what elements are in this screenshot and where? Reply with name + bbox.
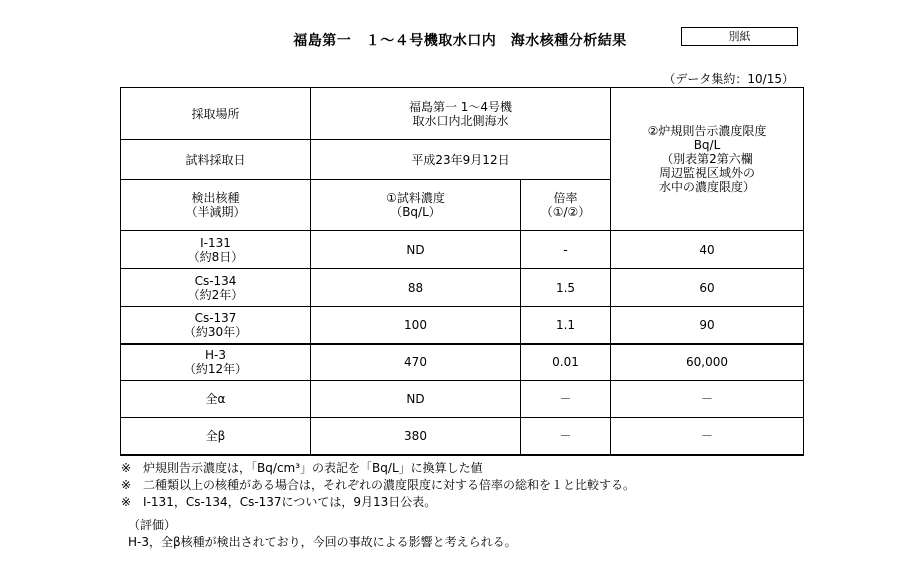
concentration-header (311, 180, 521, 231)
location-value-line2: 取水口内北側海水 (412, 113, 509, 128)
location-value (311, 88, 611, 140)
nuclide-header-line2: （半減期） (185, 205, 246, 219)
concentration-cell: 88 (311, 269, 521, 307)
limit-header-line: ②炉規則告示濃度限度 (647, 124, 767, 138)
nuclide-name: Cs-137 (194, 310, 237, 325)
concentration-cell: 380 (311, 418, 521, 455)
nuclide-half-life: （約8日） (187, 249, 244, 264)
concentration-cell: 470 (311, 344, 521, 381)
nuclide-name: Cs-134 (194, 273, 237, 288)
table-row (121, 269, 804, 307)
nuclide-half-life: （約2年） (187, 287, 244, 302)
ratio-header (521, 180, 611, 231)
nuclide-name: H-3 (205, 348, 226, 363)
concentration-header-line2: （Bq/L） (390, 205, 441, 219)
nuclide-cell (121, 344, 311, 381)
footnote: ※ 二種類以上の核種がある場合は，それぞれの濃度限度に対する倍率の総和を１と比較する。 (121, 478, 636, 492)
nuclide-cell: 全β (121, 418, 311, 455)
limit-cell: 90 (611, 307, 804, 344)
nuclide-cell: 全α (121, 381, 311, 418)
attachment-label: 別紙 (681, 27, 798, 46)
ratio-cell: - (521, 231, 611, 269)
nuclide-cell (121, 269, 311, 307)
limit-header-line: （別表第2第六欄 (661, 152, 753, 166)
limit-cell: 40 (611, 231, 804, 269)
footnote: ※ 炉規則告示濃度は，「Bq/cm³」の表記を「Bq/L」に換算した値 (121, 461, 483, 475)
ratio-cell: 1.1 (521, 307, 611, 344)
table-row (121, 418, 804, 455)
ratio-header-line2: （①/②） (540, 205, 591, 219)
page-title: 福島第一 １～４号機取水口内 海水核種分析結果 (293, 33, 627, 49)
evaluation-heading: （評価） (128, 518, 177, 532)
nuclide-cell (121, 231, 311, 269)
nuclide-name: I-131 (200, 235, 231, 250)
ratio-header-line1: 倍率 (553, 191, 578, 205)
ratio-cell: 1.5 (521, 269, 611, 307)
limit-header-line: 周辺監視区域外の (658, 166, 755, 180)
limit-cell: 60 (611, 269, 804, 307)
limit-header-line: Bq/L (693, 138, 721, 152)
table-row (121, 307, 804, 344)
limit-header (611, 88, 804, 231)
concentration-cell: ND (311, 381, 521, 418)
location-label: 採取場所 (121, 88, 311, 140)
concentration-cell: ND (311, 231, 521, 269)
evaluation-text: H-3，全β核種が検出されており，今回の事故による影響と考えられる。 (128, 535, 517, 549)
ratio-cell: － (521, 418, 611, 455)
table-row (121, 88, 804, 140)
table-row (121, 231, 804, 269)
table-row (121, 344, 804, 381)
nuclide-cell (121, 307, 311, 344)
ratio-cell: 0.01 (521, 344, 611, 381)
date-label: 試料採取日 (121, 140, 311, 180)
concentration-header-line1: ①試料濃度 (386, 191, 445, 205)
data-date-note: （データ集約：10/15） (663, 72, 794, 86)
limit-cell: 60,000 (611, 344, 804, 381)
nuclide-header-line1: 検出核種 (191, 191, 240, 205)
nuclide-header (121, 180, 311, 231)
concentration-cell: 100 (311, 307, 521, 344)
footnote: ※ I-131，Cs-134，Cs-137については，9月13日公表。 (121, 495, 437, 509)
nuclide-half-life: （約30年） (183, 324, 248, 339)
location-value-line1: 福島第一 1～4号機 (408, 99, 513, 114)
date-value: 平成23年9月12日 (311, 140, 611, 180)
ratio-cell: － (521, 381, 611, 418)
limit-header-line: 水中の濃度限度） (658, 180, 755, 194)
nuclide-half-life: （約12年） (183, 362, 248, 377)
analysis-table (120, 87, 804, 456)
limit-cell: － (611, 381, 804, 418)
evaluation (128, 517, 517, 551)
footnotes (121, 460, 635, 511)
table-row (121, 381, 804, 418)
limit-cell: － (611, 418, 804, 455)
